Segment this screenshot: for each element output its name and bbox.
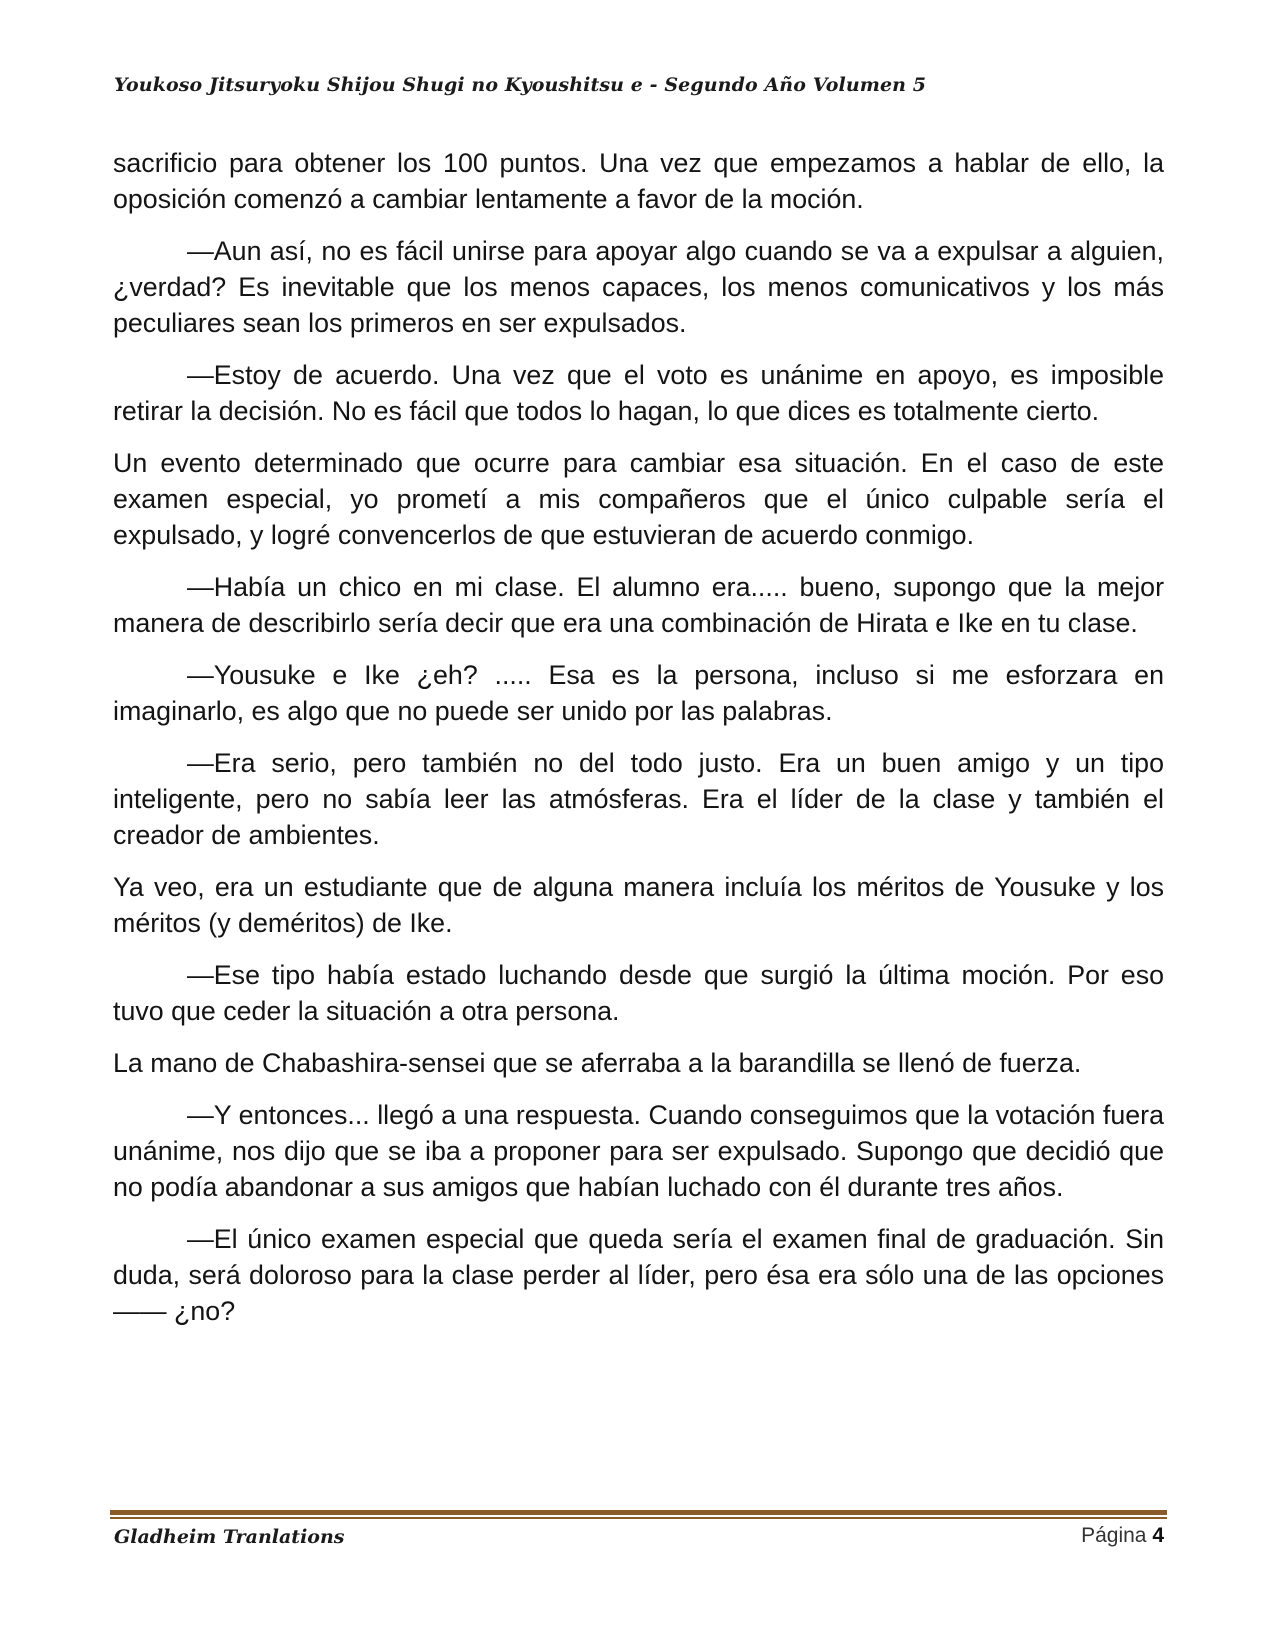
paragraph: —Había un chico en mi clase. El alumno era..... bueno, supongo que la mejor manera de describirlo sería decir que era una combinación de Hirata e Ike en tu clase. [113,572,1164,638]
footer-divider-thin [110,1517,1167,1519]
paragraph: sacrificio para obtener los 100 puntos. Una vez que empezamos a hablar de ello, la oposición comenzó a cambiar lentamente a favor de la moción. [113,148,1164,214]
page-number-value: 4 [1152,1524,1164,1547]
paragraph: Ya veo, era un estudiante que de alguna manera incluía los méritos de Yousuke y los méritos (y deméritos) de Ike. [113,872,1164,938]
page-label: Página [1081,1524,1147,1547]
body-text [113,145,1164,1345]
footer-credit: Gladheim Tranlations [114,1526,345,1548]
footer-divider [110,1510,1167,1519]
paragraph: —Y entonces... llegó a una respuesta. Cuando conseguimos que la votación fuera unánime, nos dijo que se iba a proponer para ser expulsado. Supongo que decidió que no podía abandonar a sus amigos que habían luchado con él durante tres años. [113,1100,1164,1202]
paragraph: —El único examen especial que queda sería el examen final de graduación. Sin duda, será doloroso para la clase perder al líder, pero ésa era sólo una de las opciones—— ¿no? [113,1224,1164,1326]
paragraph: —Era serio, pero también no del todo justo. Era un buen amigo y un tipo inteligente, pero no sabía leer las atmósferas. Era el líder de la clase y también el creador de ambientes. [113,748,1164,850]
paragraph: —Yousuke e Ike ¿eh? ..... Esa es la persona, incluso si me esforzara en imaginarlo, es algo que no puede ser unido por las palabras. [113,660,1164,726]
paragraph: —Ese tipo había estado luchando desde que surgió la última moción. Por eso tuvo que ceder la situación a otra persona. [113,960,1164,1026]
running-header: Youkoso Jitsuryoku Shijou Shugi no Kyoushitsu e - Segundo Año Volumen 5 [114,74,927,96]
paragraph: —Estoy de acuerdo. Una vez que el voto es unánime en apoyo, es imposible retirar la decisión. No es fácil que todos lo hagan, lo que dices es totalmente cierto. [113,360,1164,426]
paragraph: —Aun así, no es fácil unirse para apoyar algo cuando se va a expulsar a alguien, ¿verdad? Es inevitable que los menos capaces, los menos comunicativos y los más peculiares sean los primeros en ser expulsados. [113,236,1164,338]
page-number [1081,1524,1164,1548]
paragraph: La mano de Chabashira-sensei que se aferraba a la barandilla se llenó de fuerza. [113,1048,1082,1078]
paragraph: Un evento determinado que ocurre para cambiar esa situación. En el caso de este examen especial, yo prometí a mis compañeros que el único culpable sería el expulsado, y logré convencerlos de que estuvieran de acuerdo conmigo. [113,448,1164,550]
